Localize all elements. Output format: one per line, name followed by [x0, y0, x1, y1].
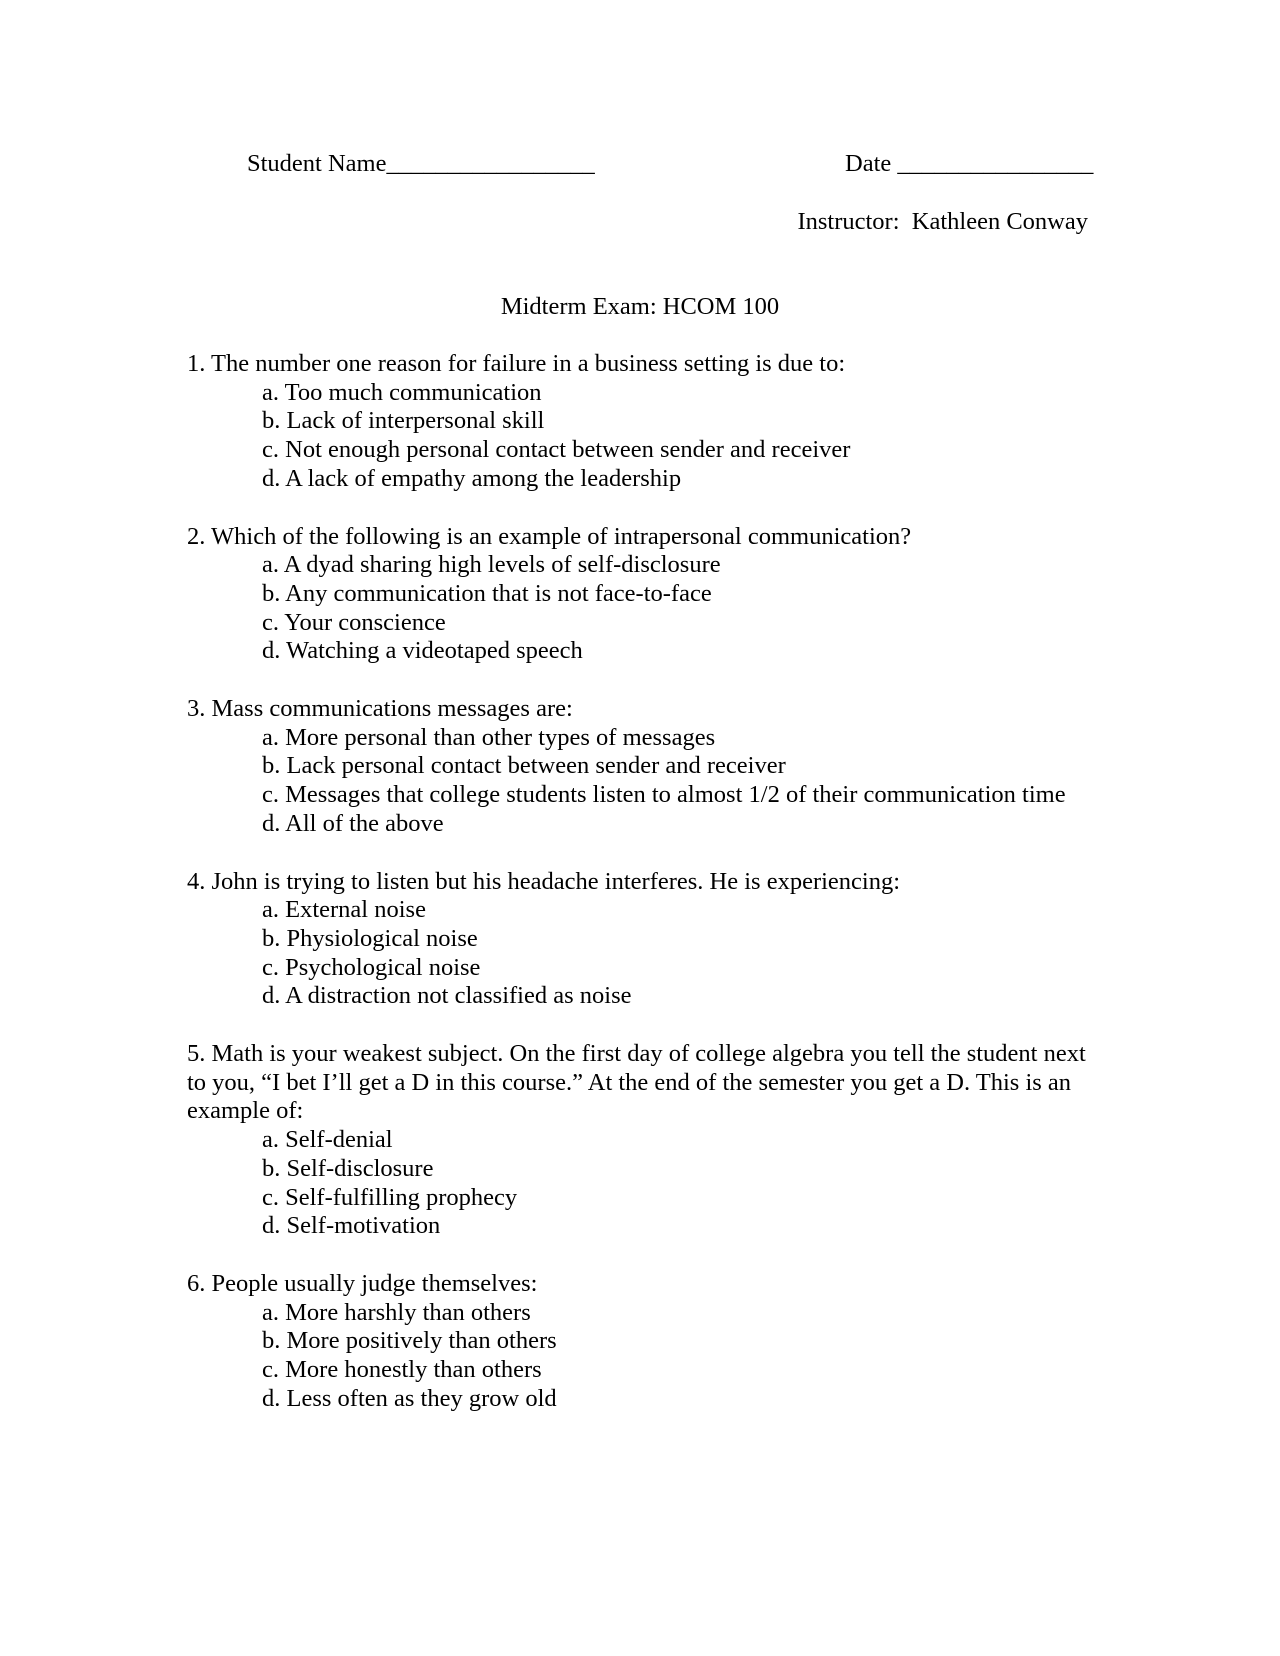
option-c: c. Messages that college students listen to almost 1/2 of their communication time — [262, 781, 1066, 809]
option-c: c. Self-fulfilling prophecy — [262, 1183, 518, 1211]
option-b: b. Any communication that is not face-to-face — [262, 579, 712, 607]
option-a: a. More personal than other types of messages — [262, 723, 716, 751]
option-d: d. A distraction not classified as noise — [262, 982, 632, 1010]
question-stem: 1. The number one reason for failure in a business setting is due to: — [187, 350, 846, 377]
option-c: c. Psychological noise — [262, 953, 481, 981]
option-a: a. More harshly than others — [262, 1298, 531, 1326]
option-b: b. Lack of interpersonal skill — [262, 407, 545, 435]
question-4 — [187, 868, 1107, 1012]
option-a: a. Self-denial — [262, 1126, 393, 1154]
option-a: a. External noise — [262, 896, 426, 924]
question-stem: 4. John is trying to listen but his headache interferes. He is experiencing: — [187, 867, 901, 895]
date-field: Date ________________ — [845, 150, 1094, 177]
option-d: d. Self-motivation — [262, 1212, 441, 1240]
question-5 — [187, 1040, 1107, 1241]
question-list — [187, 350, 1107, 1443]
exam-title: Midterm Exam: HCOM 100 — [500, 293, 780, 320]
option-b: b. Lack personal contact between sender and receiver — [262, 752, 786, 780]
option-b: b. Physiological noise — [262, 924, 478, 952]
option-c: c. More honestly than others — [262, 1356, 542, 1384]
question-stem: 3. Mass communications messages are: — [187, 695, 573, 723]
option-d: d. All of the above — [262, 809, 444, 837]
option-d: d. A lack of empathy among the leadership — [262, 464, 682, 492]
option-b: b. Self-disclosure — [262, 1154, 434, 1182]
question-stem: 6. People usually judge themselves: — [187, 1269, 538, 1297]
option-d: d. Less often as they grow old — [262, 1384, 557, 1412]
option-a: a. Too much communication — [262, 378, 542, 406]
instructor-line: Instructor: Kathleen Conway — [797, 208, 1088, 235]
question-3 — [187, 695, 1107, 839]
question-6 — [187, 1270, 1107, 1414]
question-stem: 5. Math is your weakest subject. On the first day of college algebra you tell the student next to you, “I bet I’ll get a D in this course.” At the end of the semester you get a D. This is an example of: — [187, 1040, 1086, 1125]
question-1 — [187, 350, 1107, 494]
question-2 — [187, 523, 1107, 667]
student-name-field: Student Name_________________ — [247, 150, 595, 177]
option-a: a. A dyad sharing high levels of self-disclosure — [262, 551, 721, 579]
option-c: c. Not enough personal contact between sender and receiver — [262, 436, 851, 464]
option-c: c. Your conscience — [262, 608, 446, 636]
option-d: d. Watching a videotaped speech — [262, 637, 583, 665]
option-b: b. More positively than others — [262, 1327, 557, 1355]
question-stem: 2. Which of the following is an example of intrapersonal communication? — [187, 522, 912, 550]
